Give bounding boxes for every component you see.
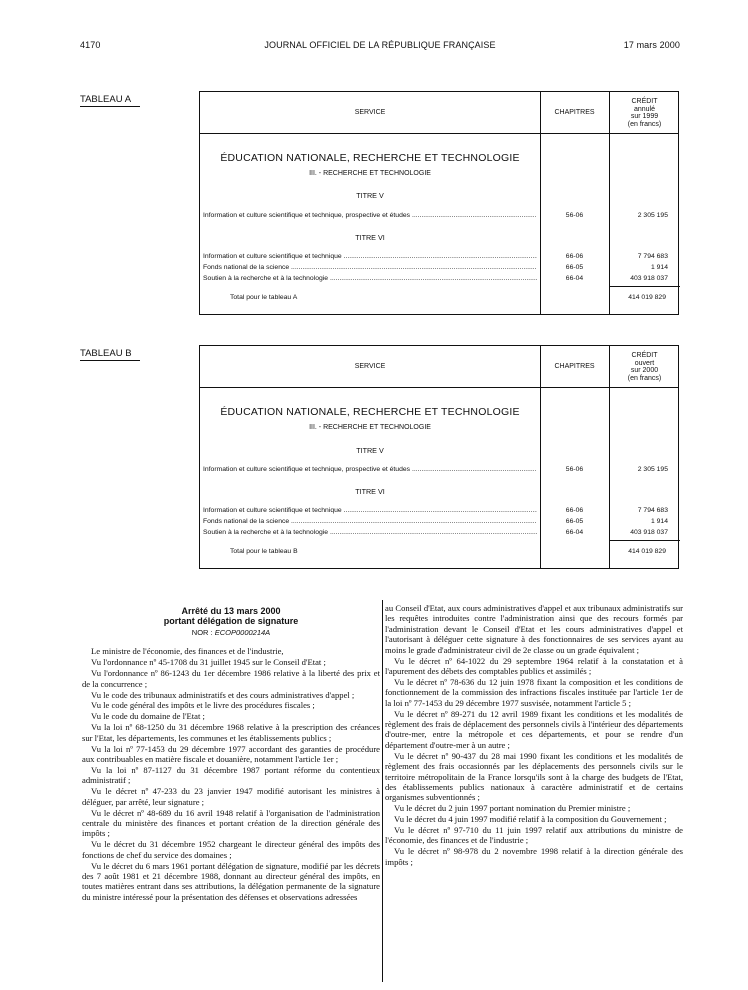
paragraph: Vu l'ordonnance nº 86-1243 du 1er décembre 1986 relative à la liberté des prix et de la concurrence ;	[82, 668, 380, 689]
paragraph: Vu le décret nº 47-233 du 23 janvier 1947 modifié autorisant les ministres à déléguer, par arrêté, leur signature ;	[82, 786, 380, 807]
arrete-title: Arrêté du 13 mars 2000 portant délégation de signature	[163, 606, 299, 626]
paragraph: Vu le décret du 6 mars 1961 portant délégation de signature, modifié par les décrets des 7 août 1981 et 21 décembre 1988, donnant au directeur général des impôts, en toutes matières entrant dans ses attributions, la délégation permanente de la signature du ministre intéressé pour la présentation des défenses et observations adressées	[82, 860, 380, 902]
right-paragraphs	[385, 603, 683, 867]
table-row: Soutien à la recherche et à la technologie ..... 66-04 403 918 037	[200, 529, 680, 539]
ministry-heading: ÉDUCATION NATIONALE, RECHERCHE ET TECHNOLOGIE	[220, 406, 520, 418]
paragraph: Vu le décret du 2 juin 1997 portant nomination du Premier ministre ;	[394, 803, 631, 814]
tableau-a-label: TABLEAU A	[80, 94, 140, 107]
paragraph: Vu le décret nº 64-1022 du 29 septembre 1964 relatif à la constatation et à l'apurement des débets des comptables publics et assimilés ;	[385, 655, 683, 676]
tableau-a	[199, 91, 679, 315]
col-chapitres-header: CHAPITRES	[554, 109, 595, 117]
titre-vi-heading: TITRE VI	[355, 487, 385, 496]
paragraph: Vu le décret nº 78-636 du 12 juin 1978 fixant la composition et les conditions de fonctionnement de la commission des infractions fiscales instituée par l'article 1er de la loi nº 77-1453 du 29 décembre 1977 susvisée, notamment l'article 5 ;	[385, 676, 683, 708]
table-body	[200, 388, 678, 568]
titre-v-heading: TITRE V	[356, 191, 384, 200]
column-divider	[382, 600, 383, 982]
page-number: 4170	[80, 40, 101, 50]
table-row: Information et culture scientifique et technique, prospective et études ..... 56-06 2 305 195	[200, 212, 680, 222]
nor-reference: NOR : ECOP0000214A	[191, 628, 271, 637]
titre-vi-heading: TITRE VI	[355, 233, 385, 242]
table-row: Information et culture scientifique et technique ..... 66-06 7 794 683	[200, 253, 680, 263]
paragraph: Vu l'ordonnance nº 45-1708 du 31 juillet 1945 sur le Conseil d'Etat ;	[91, 657, 326, 668]
paragraph: Vu le décret du 4 juin 1997 modifié relatif à la composition du Gouvernement ;	[394, 814, 667, 825]
total-label: Total pour le tableau A	[230, 294, 298, 301]
table-row: Information et culture scientifique et technique, prospective et études ..... 56-06 2 305 195	[200, 466, 680, 476]
section-heading: III. - RECHERCHE ET TECHNOLOGIE	[309, 170, 431, 177]
paragraph: Vu la loi nº 68-1250 du 31 décembre 1968 relative à la prescription des créances sur l'Etat, les départements, les communes et les établissements publics ;	[82, 722, 380, 743]
table-body	[200, 134, 678, 314]
table-row: Information et culture scientifique et technique ..... 66-06 7 794 683	[200, 507, 680, 517]
paragraph: Vu le décret nº 48-689 du 16 avril 1948 relatif à l'organisation de l'administration centrale du ministère des finances et portant création de la direction générale des impôts ;	[82, 807, 380, 839]
paragraph: Vu le code du domaine de l'Etat ;	[91, 711, 205, 722]
paragraph: Vu le décret nº 98-978 du 2 novembre 1998 relatif à la direction générale des impôts ;	[385, 846, 683, 867]
paragraph: au Conseil d'Etat, aux cours administratives d'appel et aux tribunaux administratifs sur les requêtes introduites contre l'administration ainsi que des recours formés par l'administration devant le Conseil d'Etat et les cours administratives d'appel et l'autorisant à déléguer cette signature à des fonctionnaires de ses services ayant au moins le grade d'administrateur civil de 2e classe ou un grade équivalent ;	[385, 603, 683, 655]
journal-title: JOURNAL OFFICIEL DE LA RÉPUBLIQUE FRANÇAISE	[264, 40, 496, 50]
table-header	[200, 92, 678, 134]
paragraph: Vu la loi nº 87-1127 du 31 décembre 1987 portant réforme du contentieux administratif ;	[82, 764, 380, 786]
titre-v-heading: TITRE V	[356, 446, 384, 455]
col-service-header: SERVICE	[354, 109, 386, 117]
arrete-right-column	[385, 603, 683, 868]
table-row: Soutien à la recherche et à la technologie ..... 66-04 403 918 037	[200, 275, 680, 285]
col-service-header: SERVICE	[354, 363, 386, 371]
section-heading: III. - RECHERCHE ET TECHNOLOGIE	[309, 424, 431, 431]
paragraph: Le ministre de l'économie, des finances et de l'industrie,	[91, 646, 284, 657]
total-label: Total pour le tableau B	[230, 548, 298, 555]
left-paragraphs	[82, 646, 380, 902]
col-credit-header: CRÉDIT annulé sur 1999 (en francs)	[627, 98, 662, 128]
page-header	[80, 40, 680, 56]
col-chapitres-header: CHAPITRES	[554, 363, 595, 371]
table-row: Fonds national de la science ..... 66-05 1 914	[200, 518, 680, 528]
paragraph: Vu le décret nº 97-710 du 11 juin 1997 relatif aux attributions du ministre de l'économie, des finances et de l'industrie ;	[385, 825, 683, 846]
paragraph: Vu le décret du 31 décembre 1952 chargeant le directeur général des impôts des fonctions de chef du service des domaines ;	[82, 839, 380, 860]
col-credit-header: CRÉDIT ouvert sur 2000 (en francs)	[627, 352, 662, 382]
total-amount: 414 019 829	[628, 548, 666, 555]
paragraph: Vu le décret nº 89-271 du 12 avril 1989 fixant les conditions et les modalités de règlement des frais de déplacement des personnels civils à l'intérieur des départements d'outre-mer, entre la métropole et ces départements, et pour se rendre d'un département d'outre-mer à un autre ;	[385, 708, 683, 750]
tableau-b	[199, 345, 679, 569]
arrete-left-column	[82, 606, 380, 903]
paragraph: Vu le code général des impôts et le livre des procédures fiscales ;	[91, 700, 315, 711]
paragraph: Vu le décret nº 90-437 du 28 mai 1990 fixant les conditions et les modalités de règlement des frais occasionnés par les déplacements des personnels civils sur le territoire métropolitain de la France lorsqu'ils sont à la charge des budgets de l'Etat, des établissements publics nationaux à caractère administratif et de certains organismes subventionnés ;	[385, 750, 683, 803]
tableau-b-label: TABLEAU B	[80, 348, 140, 361]
issue-date: 17 mars 2000	[623, 40, 680, 50]
paragraph: Vu la loi nº 77-1453 du 29 décembre 1977 accordant des garanties de procédure aux contribuables en matière fiscale et douanière, notamment l'article 1er ;	[82, 743, 380, 764]
total-amount: 414 019 829	[628, 294, 666, 301]
ministry-heading: ÉDUCATION NATIONALE, RECHERCHE ET TECHNOLOGIE	[220, 152, 520, 164]
table-header	[200, 346, 678, 388]
table-row: Fonds national de la science ..... 66-05 1 914	[200, 264, 680, 274]
paragraph: Vu le code des tribunaux administratifs et des cours administratives d'appel ;	[91, 689, 355, 700]
